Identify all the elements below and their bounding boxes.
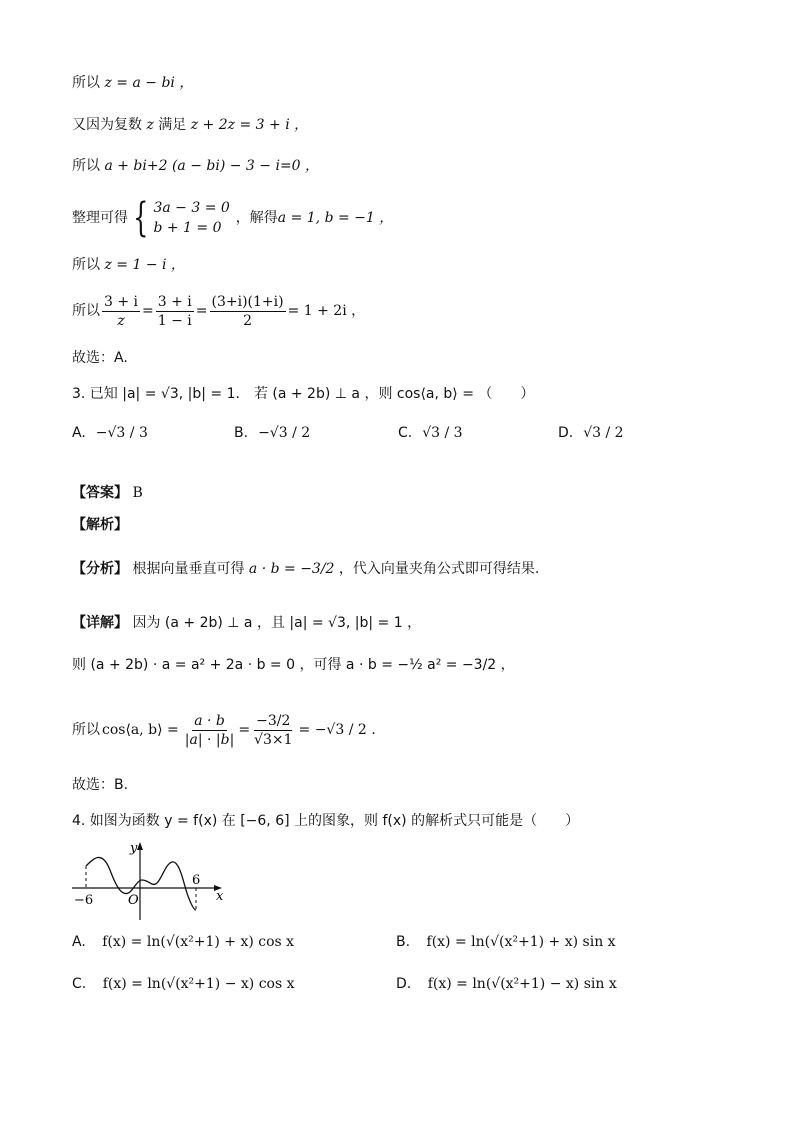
text-prefix: 所以 — [72, 722, 100, 738]
option-label: D. — [396, 976, 412, 992]
fraction-3 — [210, 293, 286, 330]
option-value: −√3 / 2 — [258, 425, 311, 441]
denominator: z — [117, 312, 125, 329]
option-value: f(x) = ln(√(x²+1) − x) sin x — [427, 976, 617, 992]
equation-2: b + 1 = 0 — [153, 220, 222, 236]
math-expression: a + bi+2 (a − bi) − 3 − i=0 ， — [104, 158, 320, 174]
text-prefix: 所以 — [72, 257, 100, 273]
text-prefix: 所以 — [72, 158, 100, 174]
numerator: a · b — [194, 712, 225, 729]
text-prefix: 又因为复数 — [72, 117, 142, 133]
denominator: 1 − i — [157, 312, 192, 329]
option-label: D. — [558, 425, 574, 441]
q3-option-a[interactable] — [72, 425, 148, 441]
variable-z: z — [146, 117, 154, 133]
q3-stem: 3. 已知 |a| = √3, |b| = 1． 若 (a + 2b) ⊥ a ，则 cos⟨a, b⟩ = （ ） — [72, 386, 535, 402]
fraction-dot-over-norms — [183, 712, 237, 749]
math-tail: = −√3 / 2 . — [298, 722, 376, 738]
numerator: 3 + i — [104, 293, 139, 310]
fraction-1 — [102, 293, 140, 330]
graph-6-label: 6 — [192, 873, 201, 888]
solution-line-system — [72, 196, 393, 240]
q4-option-a[interactable] — [72, 934, 294, 950]
option-label: A. — [72, 934, 86, 950]
option-label: C. — [398, 425, 413, 441]
option-label: C. — [72, 976, 87, 992]
text-suffix: ，解得 — [235, 210, 278, 226]
q3-option-b[interactable] — [234, 425, 310, 441]
text-prefix: 所以 — [72, 303, 100, 319]
left-brace: { — [133, 195, 149, 241]
fenxi-text: 根据向量垂直可得 — [132, 561, 245, 577]
graph-x-label: x — [216, 889, 224, 904]
denominator: 2 — [243, 312, 252, 329]
fraction-2 — [156, 293, 194, 330]
option-value: f(x) = ln(√(x²+1) + x) sin x — [426, 934, 616, 950]
q4-function-graph — [70, 840, 230, 924]
math-expression: z = 1 − i ， — [104, 257, 185, 273]
math-expression: z = a − bi ， — [104, 75, 194, 91]
option-label: B. — [396, 934, 411, 950]
choose-answer-b: 故选：B. — [72, 777, 129, 793]
fraction-values — [252, 712, 294, 749]
detail-text: 因为 (a + 2b) ⊥ a ，且 |a| = √3, |b| = 1 ， — [132, 615, 422, 631]
equation-system — [153, 198, 229, 238]
math-expression: z + 2z = 3 + i ， — [190, 117, 309, 133]
q4-option-d[interactable] — [396, 976, 617, 992]
answer-value: B — [132, 485, 143, 501]
option-label: A. — [72, 425, 86, 441]
option-value: √3 / 3 — [422, 425, 463, 441]
numerator: −3/2 — [256, 712, 291, 729]
q4-stem: 4. 如图为函数 y = f(x) 在 [−6, 6] 上的图象，则 f(x) 的解析式只可能是（ ） — [72, 813, 580, 829]
answer-tag: 【答案】 — [72, 485, 128, 501]
option-value: f(x) = ln(√(x²+1) + x) cos x — [102, 934, 295, 950]
option-value: f(x) = ln(√(x²+1) − x) cos x — [102, 976, 295, 992]
text-prefix: 整理可得 — [72, 210, 128, 226]
q4-option-b[interactable] — [396, 934, 616, 950]
solution-line-conjugate — [72, 72, 193, 94]
denominator: √3×1 — [254, 731, 293, 748]
option-value: −√3 / 3 — [95, 425, 148, 441]
math-tail: = 1 + 2i ， — [287, 303, 366, 319]
graph-neg6-label: −6 — [74, 893, 94, 908]
solution-line-compute: 所以 $\frac{3 + i}{z}$ = $\frac{3 + i}{1 - i}$ = $\frac{(3+i)(1+i)}{2}$ = 1 + 2i ， — [72, 293, 366, 329]
q3-option-d[interactable] — [558, 425, 624, 441]
q3-detail-line-3: 所以 cos⟨a, b⟩ = $\frac{a \cdot b}{|a| \cdot |b|}$ = $\frac{-3/2}{√3\times 1}$ = −√3 / 2 . — [72, 712, 376, 748]
detail-tag: 【详解】 — [72, 615, 128, 631]
q3-analysis-tag: 【解析】 — [72, 517, 128, 533]
fenxi-math: a · b = −3/2 — [248, 561, 335, 577]
equation-1: 3a − 3 = 0 — [153, 200, 230, 216]
fenxi-text-2: ，代入向量夹角公式即可得结果. — [338, 561, 540, 577]
solution-line-condition — [72, 114, 308, 136]
solution-line-z — [72, 254, 185, 276]
function-curve — [86, 857, 196, 910]
q3-detail-line-2: 则 (a + 2b) · a = a² + 2a · b = 0 ，可得 a · b = −½ a² = −3/2 ， — [72, 657, 515, 673]
numerator: (3+i)(1+i) — [211, 293, 284, 310]
q3-fenxi-line — [72, 558, 539, 580]
q3-option-c[interactable] — [398, 425, 463, 441]
option-value: √3 / 2 — [583, 425, 624, 441]
graph-origin-label: O — [128, 893, 139, 908]
graph-y-label: y — [130, 841, 138, 856]
cos-expression: cos⟨a, b⟩ = — [102, 722, 179, 738]
q4-option-c[interactable] — [72, 976, 295, 992]
fenxi-tag: 【分析】 — [72, 561, 128, 577]
option-label: B. — [234, 425, 249, 441]
solution-line-substitute — [72, 155, 319, 177]
choose-answer-a: 故选：A. — [72, 350, 128, 366]
math-result: a = 1, b = −1 ， — [277, 210, 394, 226]
denominator: |a| · |b| — [184, 731, 235, 748]
q3-detail-line — [72, 612, 421, 634]
q3-answer-line — [72, 482, 143, 504]
numerator: 3 + i — [157, 293, 192, 310]
y-axis-arrow — [137, 842, 143, 850]
text-prefix: 所以 — [72, 75, 100, 91]
text-mid: 满足 — [158, 117, 187, 133]
